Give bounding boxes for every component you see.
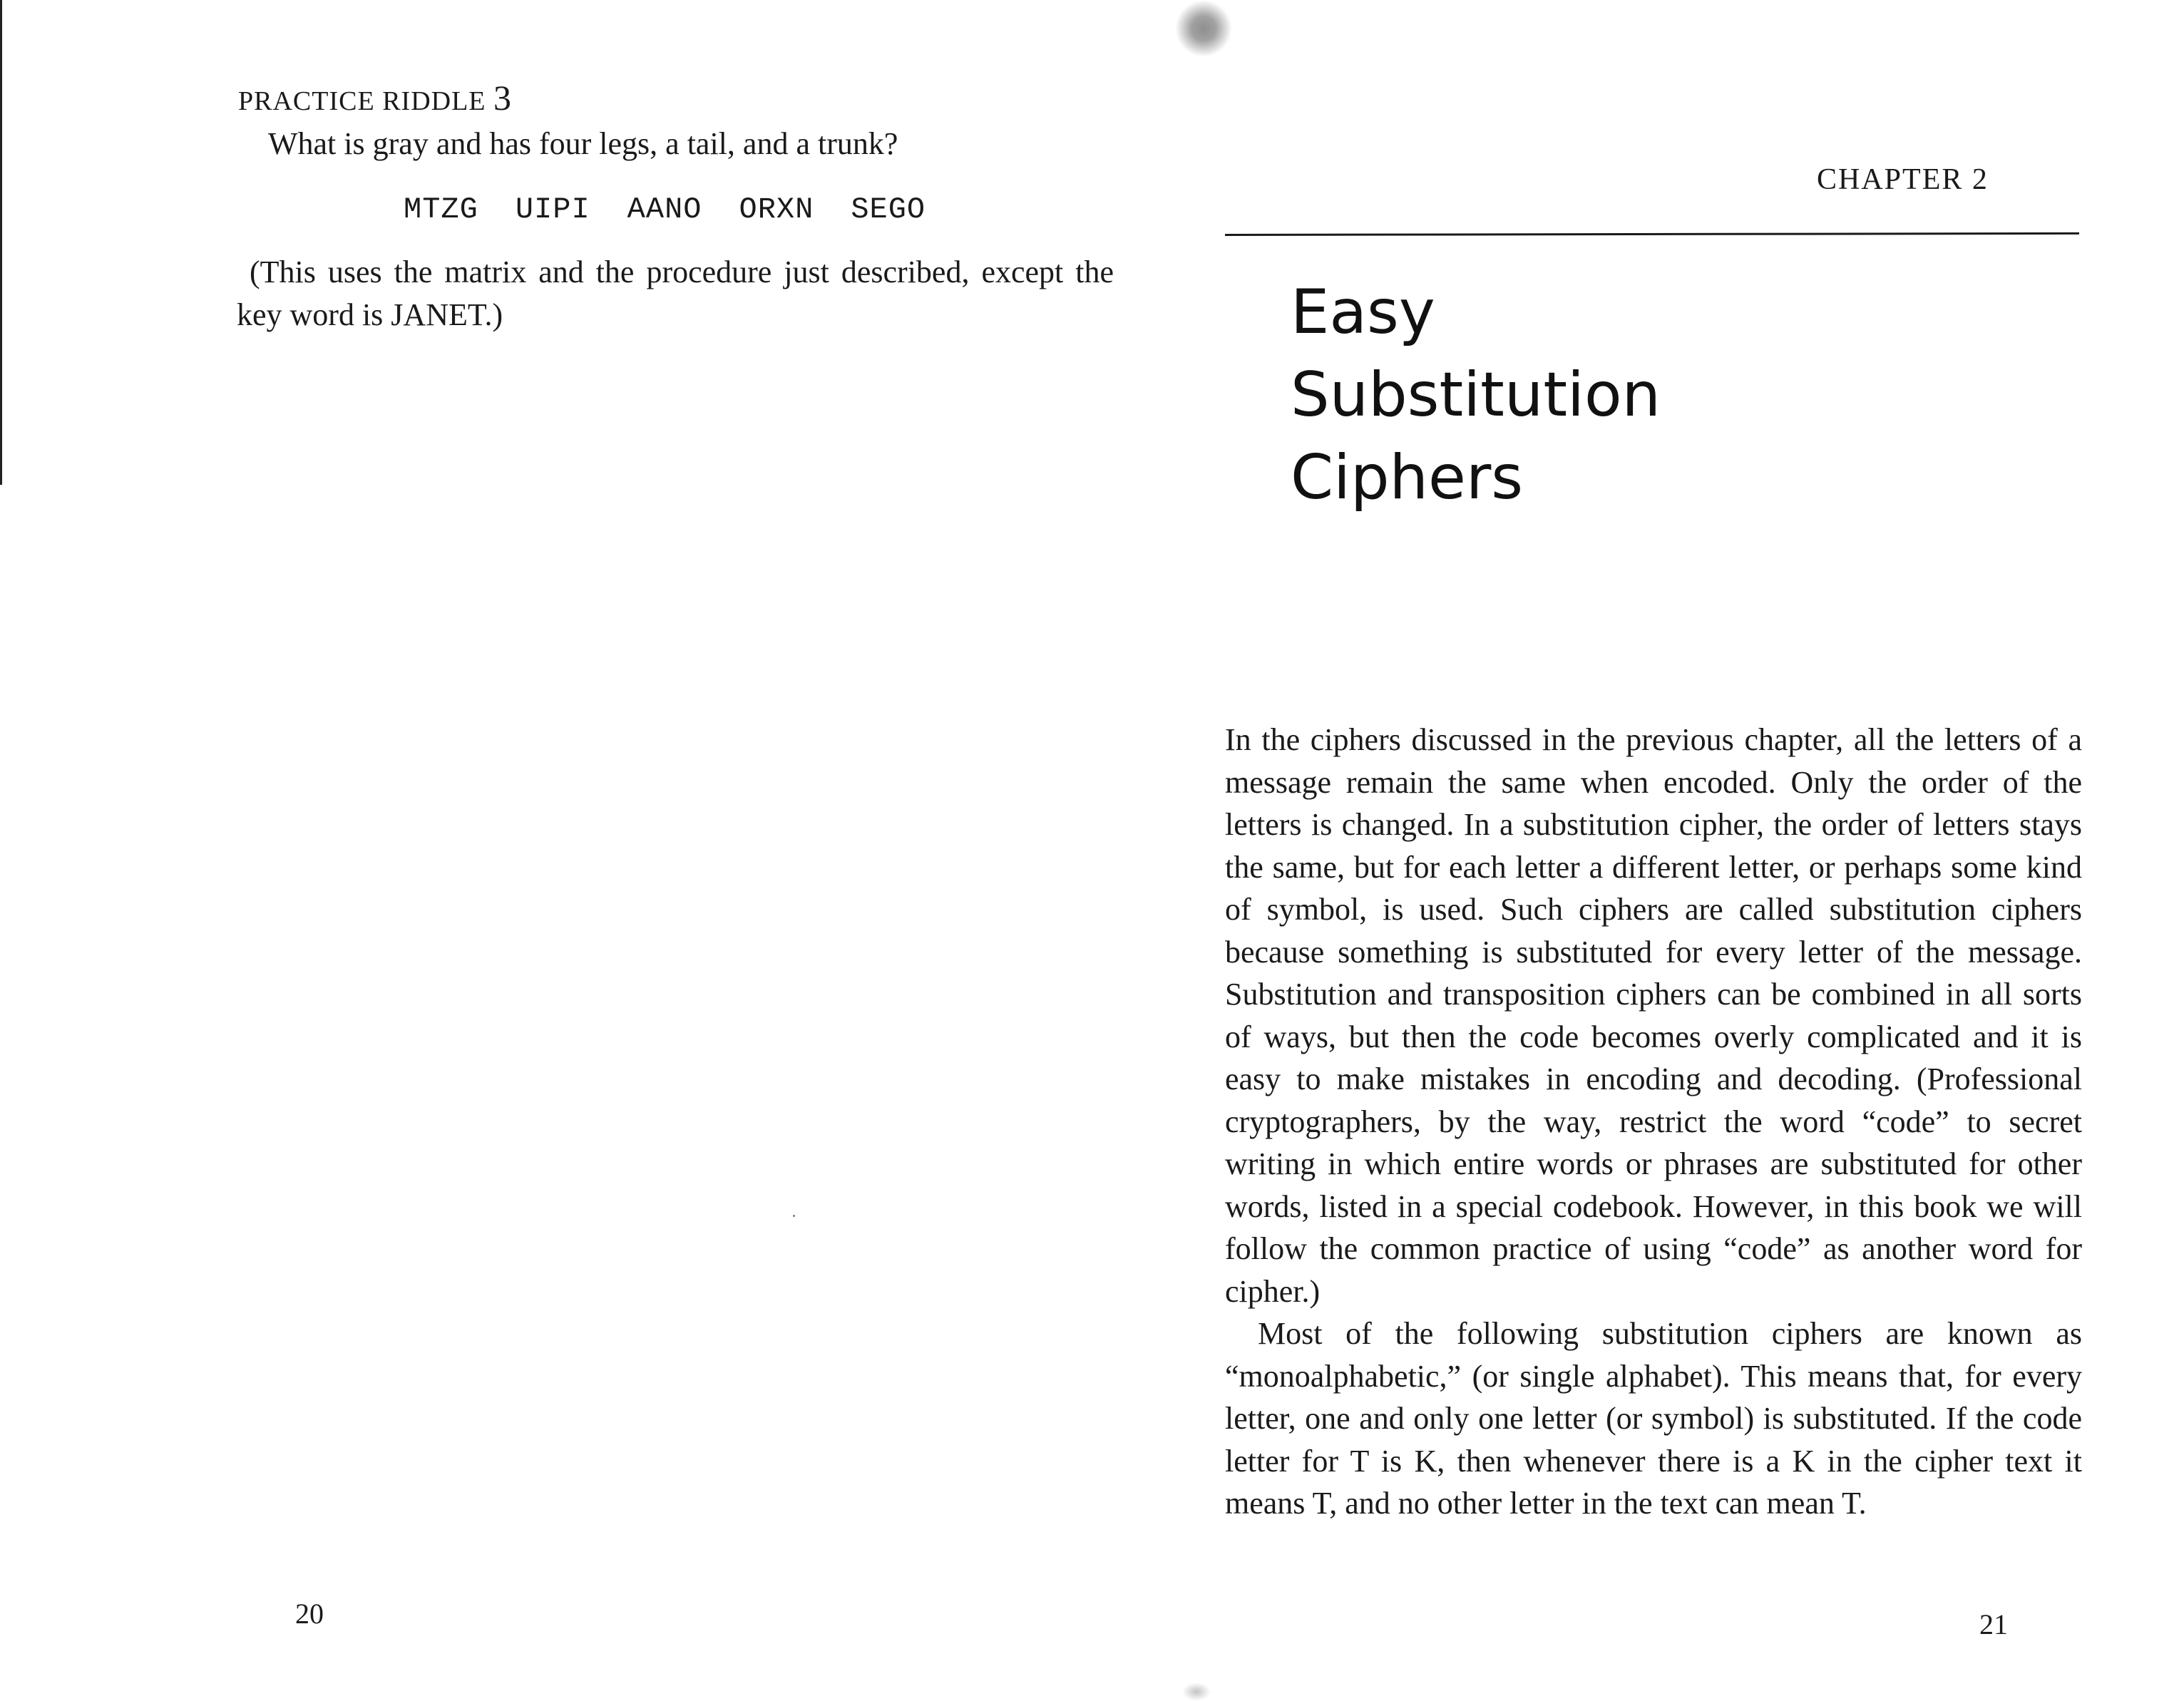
- page-number-left: 20: [295, 1598, 324, 1630]
- page-number-right: 21: [1979, 1608, 2008, 1640]
- cipher-group: UIPI: [515, 192, 590, 227]
- chapter-title-line: Substitution: [1291, 359, 1661, 431]
- chapter-label: CHAPTER 2: [1817, 163, 1989, 196]
- cipher-group: AANO: [627, 192, 702, 227]
- cipher-group: MTZG: [404, 192, 478, 227]
- chapter-body: [1225, 719, 2082, 1525]
- scan-speck: [793, 1215, 795, 1217]
- body-paragraph: In the ciphers discussed in the previous chapter, all the letters of a message remain the same when encoded. Only the order of the letters is changed. In a substitution cipher, the order of letters stays the same, but for each letter a different letter, or perhaps some kind of symbol, is used. Such ciphers are called substitution ciphers because something is substituted for every letter of the message. Substitution and transposition ciphers can be combined in all sorts of ways, but then the code becomes overly complicated and it is easy to make mistakes in encoding and decoding. (Professional cryptographers, by the way, restrict the word “code” to secret writing in which entire words or phrases are substituted for other words, listed in a special codebook. However, in this book we will follow the common practice of using “code” as another word for cipher.): [1225, 722, 2082, 1309]
- page-edge-line: [0, 0, 2, 485]
- riddle-note: [237, 251, 1114, 336]
- chapter-title-line: Easy: [1291, 277, 1435, 348]
- riddle-heading: [238, 77, 512, 118]
- chapter-title-line: Ciphers: [1291, 442, 1524, 513]
- cipher-group: SEGO: [851, 192, 926, 227]
- riddle-number: 3: [493, 78, 512, 118]
- chapter-title: [1291, 271, 1661, 519]
- riddle-label: PRACTICE RIDDLE: [238, 86, 486, 116]
- riddle-note-text: (This uses the matrix and the procedure just described, except the key word is JANET.): [237, 255, 1114, 332]
- body-paragraph: Most of the following substitution ciphers are known as “monoalphabetic,” (or single alphabet). This means that, for every letter, one and only one letter (or symbol) is substituted. If the code letter for T is K, then whenever there is a K in the cipher text it means T, and no other letter in the text can mean T.: [1225, 1316, 2082, 1521]
- cipher-group: ORXN: [739, 192, 814, 227]
- riddle-question: What is gray and has four legs, a tail, and a trunk?: [268, 126, 898, 161]
- cipher-groups: [404, 192, 926, 227]
